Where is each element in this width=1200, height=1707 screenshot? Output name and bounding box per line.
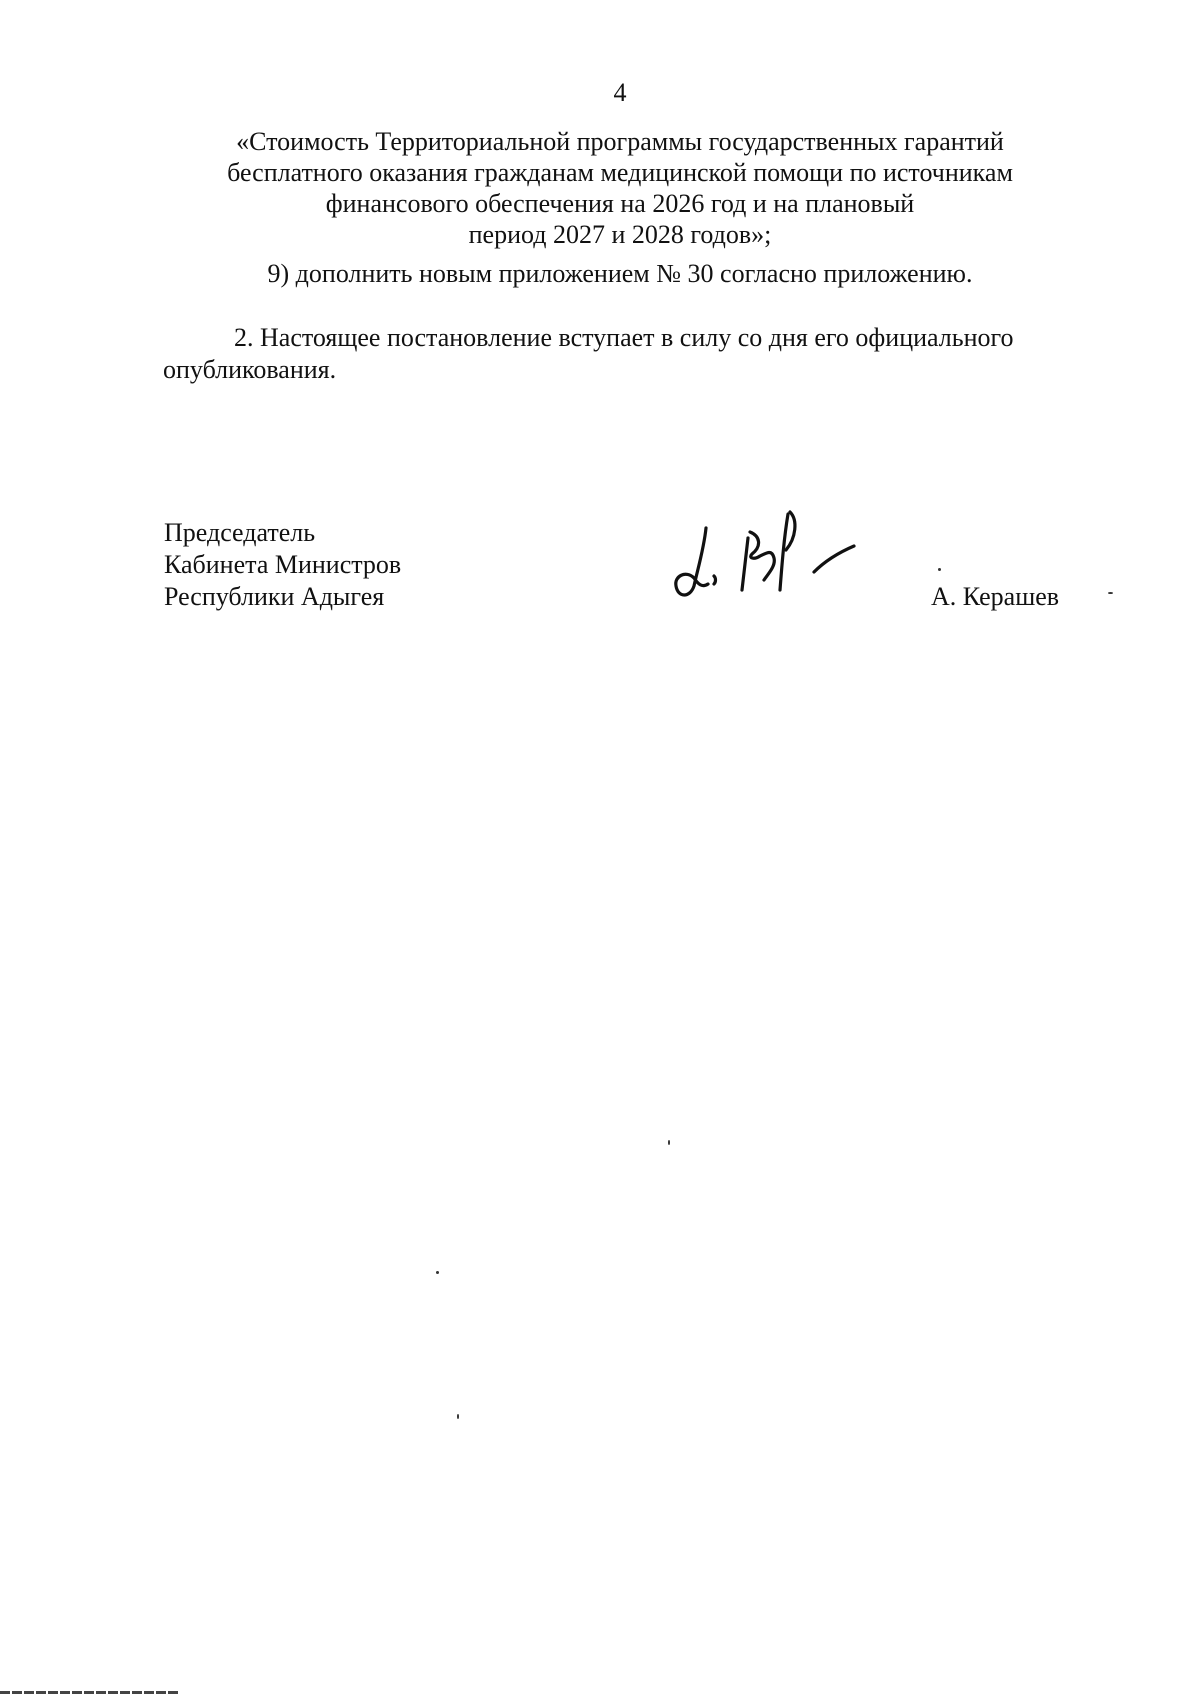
- scan-speck: [938, 568, 941, 571]
- title-line: финансового обеспечения на 2026 год и на плановый: [325, 189, 915, 218]
- signer-position-line: Республики Адыгея: [164, 582, 385, 611]
- title-line: «Стоимость Территориальной программы государственных гарантий: [236, 127, 1004, 156]
- scan-edge-rule: [0, 1691, 180, 1694]
- scan-speck: [436, 1271, 439, 1274]
- scan-speck: [1108, 592, 1113, 594]
- signer-name: А. Керашев: [931, 582, 1060, 611]
- title-line: бесплатного оказания гражданам медицинской помощи по источникам: [227, 158, 1013, 187]
- handwritten-signature: [664, 498, 864, 608]
- page-number: 4: [613, 78, 627, 107]
- scan-speck: [668, 1140, 670, 1145]
- scan-speck: [457, 1414, 459, 1419]
- paragraph-2: 2. Настоящее постановление вступает в силу со дня его официального опубликования.: [163, 323, 1014, 384]
- title-line: период 2027 и 2028 годов»;: [468, 220, 772, 249]
- item-9-text: 9) дополнить новым приложением № 30 согласно приложению.: [267, 259, 973, 288]
- signer-position-line: Кабинета Министров: [164, 550, 402, 579]
- signer-position: [164, 517, 401, 613]
- signer-position-line: Председатель: [164, 518, 316, 547]
- title-block: [150, 126, 1090, 250]
